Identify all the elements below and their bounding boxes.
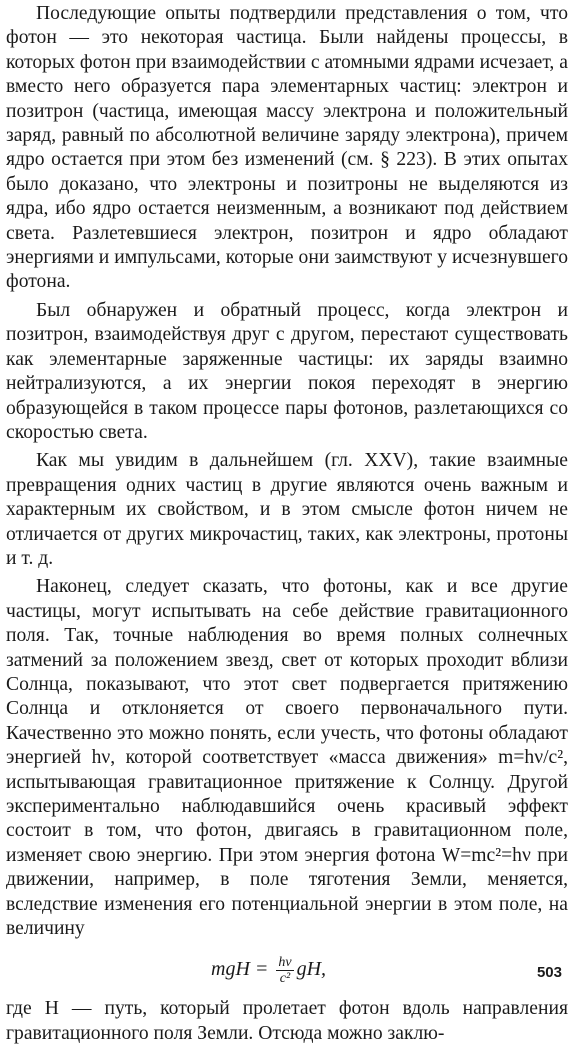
page-body xyxy=(6,2,568,1046)
page-number: 503 xyxy=(536,964,562,981)
formula-left: mgH = xyxy=(211,958,274,981)
paragraph-annihilation: Был обнаружен и обратный процесс, когда электрон и позитрон, взаимодействуя друг с другом, перестают существовать как элементарные заряженные частицы: их заряды взаимно нейтрализуются, а их энергии покоя переходят в энергию образующейся в таком процессе пары фотонов, разлетающихся со скоростью света. xyxy=(6,299,568,443)
paragraph-transformations: Как мы увидим в дальнейшем (гл. XXV), такие взаимные превращения одних частиц в другие являются очень важным и характерным их свойством, и в этом смысле фотон ничем не отличается от других микрочастиц, таких, как электроны, протоны и т. д. xyxy=(6,450,568,569)
formula-photon-energy-change xyxy=(6,949,568,989)
formula-right: gH, xyxy=(296,958,327,981)
formula-numerator: hν xyxy=(278,955,292,971)
paragraph-photon-particle: Последующие опыты подтвердили представления о том, что фотон — это некоторая частица. Были найдены процессы, в которых фотон при взаимодействии с атомными ядрами исчезает, а вместо него образуется пара элементарных частиц: электрон и позитрон (частица, имеющая массу электрона и положительный заряд, равный по абсолютной величине заряду электрона), причем ядро остается при этом без изменений (см. § 223). В этих опытах было доказано, что электроны и позитроны не выделяются из ядра, ибо ядро остается неизменным, а возникают под действием света. Разлетевшиеся электрон, позитрон и ядро обладают энергиями и импульсами, которые они заимствуют у исчезнувшего фотона. xyxy=(6,3,568,293)
formula-denominator: c² xyxy=(279,971,291,987)
paragraph-gravitation: Наконец, следует сказать, что фотоны, как и все другие частицы, могут испытывать на себе действие гравитационного поля. Так, точные наблюдения во время полных солнечных затмений за положением звезд, свет от которых проходит вблизи Солнца, показывают, что этот свет подвергается притяжению Солнца и отклоняется от своего первоначального пути. Качественно это можно понять, если учесть, что фотоны обладают энергией hν, которой соответствует «масса движения» m=hν/c², испытывающая гравитационное притяжение к Солнцу. Другой экспериментально наблюдавшийся очень красивый эффект состоит в том, что фотон, двигаясь в гравитационном поле, изменяет свою энергию. При этом энергия фотона W=mc²=hν при движении, например, в поле тяготения Земли, меняется, вследствие изменения его потенциальной энергии в этом поле, на величину xyxy=(6,576,568,940)
formula-fraction xyxy=(276,955,293,986)
paragraph-after-formula: где H — путь, который пролетает фотон вдоль направления гравитационного поля Земли. Отсюда можно заклю- xyxy=(6,998,568,1044)
